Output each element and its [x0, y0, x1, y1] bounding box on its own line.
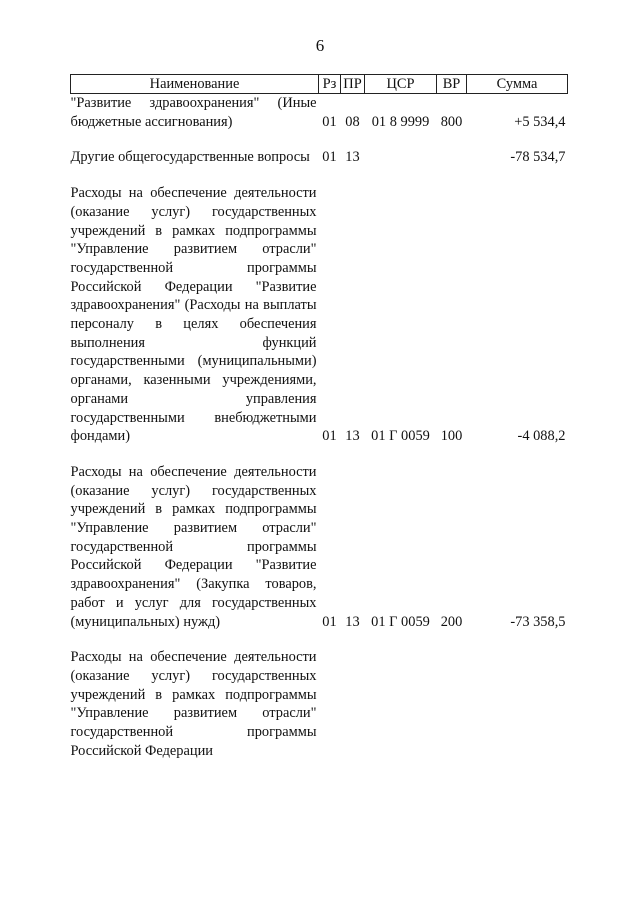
header-sum: Сумма — [467, 75, 568, 94]
row-spacer — [71, 131, 568, 148]
row-csr: 01 Г 0059 — [371, 428, 430, 445]
row-name: Расходы на обеспечение деятельности (оказание услуг) государственных учреждений в рамках подпрограммы "Управление развитием отрасли" государственной программы Российской Федерации "Развитие здравоохранения" (Расходы на выплаты персоналу в целях обеспечения выполнения функций государственными (муниципальными) органами, казенными учреждениями, органами управления государственными внебюджетными фондами) — [70, 185, 317, 445]
row-rz: 01 — [322, 149, 337, 166]
row-spacer — [71, 631, 568, 648]
row-rz: 01 — [322, 613, 337, 630]
header-vr: ВР — [437, 75, 467, 94]
table-row — [71, 94, 568, 132]
row-csr: 01 Г 0059 — [371, 613, 430, 630]
row-csr — [365, 148, 437, 167]
row-sum: -78 534,7 — [510, 149, 566, 166]
table-row — [71, 648, 568, 760]
row-sum: -4 088,2 — [517, 428, 566, 445]
row-name: Другие общегосударственные вопросы — [70, 149, 310, 166]
row-pr: 13 — [345, 428, 360, 445]
row-sum: +5 534,4 — [514, 113, 566, 130]
row-rz — [319, 648, 341, 760]
row-rz: 01 — [322, 113, 337, 130]
row-pr — [341, 648, 365, 760]
row-pr: 13 — [345, 149, 360, 166]
row-csr: 01 8 9999 — [371, 113, 430, 130]
row-vr — [437, 148, 467, 167]
row-spacer — [71, 167, 568, 184]
row-spacer — [71, 446, 568, 463]
row-pr: 08 — [345, 113, 360, 130]
row-vr — [437, 648, 467, 760]
row-csr — [365, 648, 437, 760]
table-header-row — [71, 75, 568, 94]
row-vr: 100 — [440, 428, 463, 445]
row-vr: 200 — [440, 613, 463, 630]
table-row — [71, 463, 568, 631]
table-row — [71, 184, 568, 446]
header-rz: Рз — [319, 75, 341, 94]
budget-table — [70, 74, 568, 761]
header-pr: ПР — [341, 75, 365, 94]
page-number: 6 — [315, 36, 325, 55]
row-name: "Развитие здравоохранения" (Иные бюджетные ассигнования) — [70, 95, 317, 130]
row-pr: 13 — [345, 613, 360, 630]
header-csr: ЦСР — [365, 75, 437, 94]
table-row — [71, 148, 568, 167]
row-name: Расходы на обеспечение деятельности (оказание услуг) государственных учреждений в рамках подпрограммы "Управление развитием отрасли" государственной программы Российской Федерации "Развитие здравоохранения" (Закупка товаров, работ и услуг для государственных (муниципальных) нужд) — [70, 463, 317, 630]
row-sum — [467, 648, 568, 760]
row-sum: -73 358,5 — [510, 613, 566, 630]
row-name: Расходы на обеспечение деятельности (оказание услуг) государственных учреждений в рамках подпрограммы "Управление развитием отрасли" государственной программы Российской Федерации — [70, 649, 317, 759]
header-name: Наименование — [71, 75, 319, 94]
row-rz: 01 — [322, 428, 337, 445]
row-vr: 800 — [440, 113, 463, 130]
